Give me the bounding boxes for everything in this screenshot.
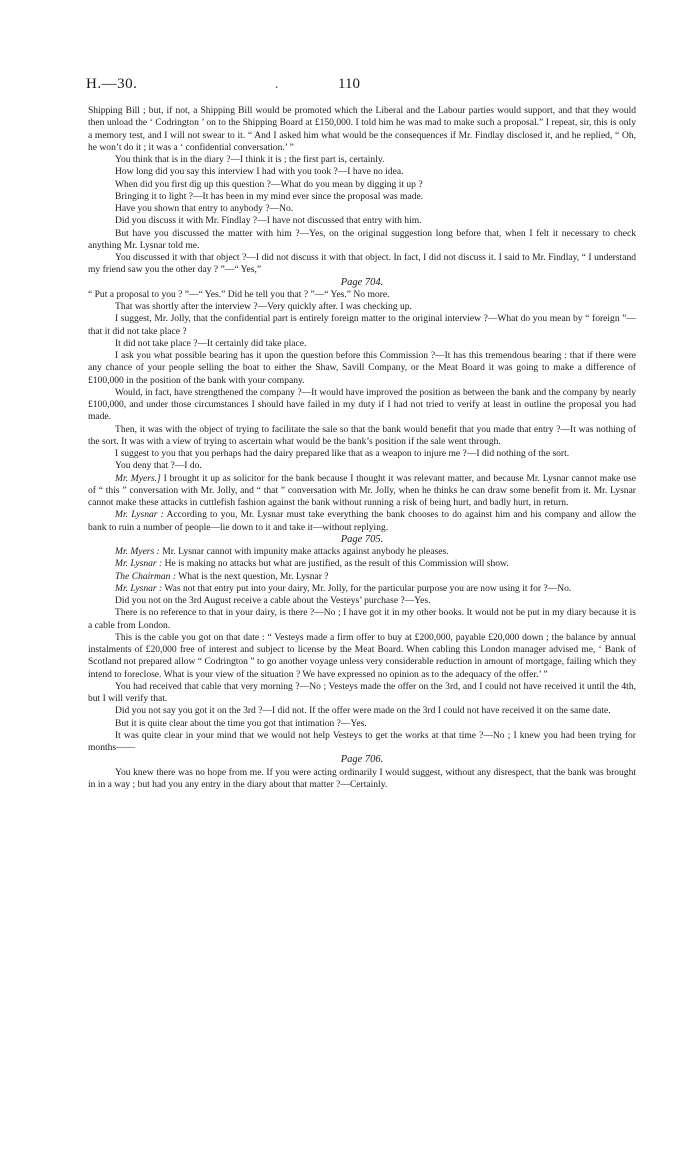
page-reference: Page 705. [340, 533, 384, 545]
paragraph [88, 387, 636, 424]
paragraph-text: Bringing it to light ?—It has been in my mind ever since the proposal was made. [115, 190, 424, 202]
speaker-label: Mr. Lysnar : [115, 509, 164, 521]
paragraph-text: I suggest to you that you perhaps had the dairy prepared like that as a weapon to injure me ?—I did nothing of the sort. [115, 448, 570, 459]
paragraph [88, 730, 636, 755]
paragraph [88, 718, 636, 730]
speaker-label: Mr. Lysnar : [115, 582, 163, 594]
paragraph [88, 338, 636, 350]
paragraph [88, 509, 636, 534]
paragraph [88, 705, 636, 717]
paragraph-text: It was quite clear in your mind that we would not help Vesteys to get the works at that time ?—No ; I knew you had been trying for months—— [88, 729, 636, 753]
paragraph [88, 105, 636, 154]
paragraph-text: When did you first dig up this question ?—What do you mean by digging it up ? [115, 178, 423, 190]
paragraph-text: You had received that cable that very morning ?—No ; Vesteys made the offer on the 3rd, and I could not have received it until the 4th, but I will verify that. [88, 680, 636, 704]
paragraph-text: There is no reference to that in your dairy, is there ?—No ; I have got it in my other books. It would not be put in my diary because it is a cable from London. [88, 607, 636, 631]
paragraph-text: How long did you say this interview I had with you took ?—I have no idea. [115, 166, 404, 178]
paragraph [88, 448, 636, 460]
paragraph [88, 558, 636, 570]
paragraph-text: Did you not say you got it on the 3rd ?—I did not. If the offer were made on the 3rd I could not have received it on the same date. [115, 705, 611, 717]
page-number: 110 [338, 76, 360, 92]
paragraph [88, 350, 636, 387]
paragraph [88, 154, 636, 166]
document-body [88, 105, 636, 791]
speaker-label: Mr. Myers : [115, 546, 160, 557]
paragraph [88, 228, 636, 253]
paragraph-text: Have you shown that entry to anybody ?—No. [115, 203, 294, 214]
paragraph-text: According to you, Mr. Lysnar must take everything the bank chooses to do against him and his company and allow the bank to ruin a number of people—lie down to it and take it—without replying. [88, 509, 636, 533]
paragraph [88, 607, 636, 632]
paragraph-text: Did you discuss it with Mr. Findlay ?—I have not discussed that entry with him. [115, 215, 422, 227]
paragraph [88, 595, 636, 607]
speaker-label: Mr. Lysnar : [115, 558, 163, 570]
paragraph [88, 313, 636, 338]
paragraph [88, 166, 636, 178]
paragraph [88, 571, 636, 583]
paragraph-text: Was not that entry put into your dairy, Mr. Jolly, for the particular purpose you are now using it for ?—No. [162, 582, 572, 594]
paragraph-text: That was shortly after the interview ?—Very quickly after. I was checking up. [115, 301, 412, 312]
paragraph [88, 583, 636, 595]
paragraph-text: Mr. Lysnar cannot with impunity make attacks against anybody he pleases. [159, 546, 449, 557]
paragraph [88, 289, 636, 301]
paragraph-text: You knew there was no hope from me. If you were acting ordinarily I would suggest, without any disrespect, that the bank was brought in in a way ; but had you any entry in the diary about that matter ?—Certainly. [88, 766, 636, 790]
paragraph-text: Then, it was with the object of trying to facilitate the sale so that the bank would benefit that you made that entry ?—It was nothing of the sort. It was with a view of trying to ascertain what would be the bank’s position if the sale went through. [88, 423, 636, 447]
paragraph-text: Shipping Bill ; but, if not, a Shipping Bill would be promoted which the Liberal and the Labour parties would support, and that they would then unload the ‘ Codrington ’ on to the Shipping Board at £150,000. I told him he was mad to make such a proposal.” I repeat, sir, this is only a memory test, and I will not swear to it. “ And I asked him what would be the consequences if Mr. Findlay disclosed it, and he replied, “ Oh, he won’t do it ; it was a ‘ confidential conversation.’ ” [88, 105, 636, 153]
paragraph-text: Would, in fact, have strengthened the company ?—It would have improved the position as between the bank and the company by nearly £100,000, and under those circumstances I should have failed in my duty if I had not tried to verify at least in outline the proposal you had made. [88, 386, 636, 423]
speaker-label: The Chairman : [115, 570, 176, 582]
paragraph [88, 632, 636, 681]
paragraph [88, 215, 636, 227]
paragraph [88, 252, 636, 277]
report-code: H.—30. [86, 76, 138, 92]
paragraph [88, 191, 636, 203]
paragraph-text: I ask you what possible bearing has it upon the question before this Commission ?—It has this tremendous bearing : that if there were any chance of your people selling the boat to either the Shaw, Savill Company, or the Meat Board it was going to make a difference of £100,000 in the position of the bank with your company. [88, 350, 636, 386]
paragraph-text: “ Put a proposal to you ? ”—“ Yes.” Did he tell you that ? ”—“ Yes.” No more. [88, 288, 390, 300]
paragraph [88, 301, 636, 313]
speaker-label: Mr. Myers.] [115, 472, 161, 484]
paragraph [88, 681, 636, 706]
paragraph-text: It did not take place ?—It certainly did take place. [115, 337, 307, 349]
paragraph [88, 767, 636, 792]
paragraph-text: What is the next question, Mr. Lysnar ? [176, 570, 329, 582]
header-mark: . [275, 76, 279, 91]
paragraph-text: But have you discussed the matter with him ?—Yes, on the original suggestion long before that, when I felt it necessary to check anything Mr. Lysnar told me. [88, 227, 636, 251]
paragraph-text: I suggest, Mr. Jolly, that the confidential part is entirely foreign matter to the original interview ?—What do you mean by “ foreign ”—that it did not take place ? [88, 313, 636, 337]
paragraph [88, 179, 636, 191]
page-reference: Page 704. [340, 276, 384, 288]
paragraph [88, 460, 636, 472]
paragraph-text: But it is quite clear about the time you got that intimation ?—Yes. [115, 717, 367, 729]
paragraph [88, 424, 636, 449]
page-reference: Page 706. [340, 754, 384, 766]
paragraph-text: Did you not on the 3rd August receive a cable about the Vesteys’ purchase ?—Yes. [115, 595, 431, 606]
paragraph-text: He is making no attacks but what are justified, as the result of this Commission will show. [162, 558, 509, 570]
paragraph [88, 473, 636, 510]
paragraph-text: You discussed it with that object ?—I did not discuss it with that object. In fact, I did not discuss it. I said to Mr. Findlay, “ I understand my friend saw you the other day ? ”—“ Yes,” [88, 252, 636, 276]
paragraph-text: This is the cable you got on that date : “ Vesteys made a firm offer to buy at £200,000, payable £20,000 down ; the balance by annual instalments of £20,000 free of interest and subject to license by the Meat Board. When cabling this London manager advised me, ‘ Bank of Scotland not prepared allow “ Codrington ” to go another voyage unless very considerable reduction in amount of mortgage, failing which they intend to foreclose. What is your view of the situation ? We have expressed no opinion as to the adequacy of the offer.’ ” [88, 631, 636, 680]
paragraph-text: I brought it up as solicitor for the bank because I thought it was relevant matter, and because Mr. Lysnar cannot make use of “ this ” conversation with Mr. Jolly, and “ that ” conversation with Mr. Jolly, when he thinks he can draw some benefit from it. Mr. Lysnar cannot make these attacks in cuttlefish fashion against the bank without running a risk of being hurt, and badly hurt, in return. [88, 472, 637, 508]
paragraph-text: You deny that ?—I do. [115, 460, 202, 472]
paragraph [88, 546, 636, 558]
paragraph-text: You think that is in the diary ?—I think it is ; the first part is, certainly. [115, 154, 385, 165]
paragraph [88, 203, 636, 215]
